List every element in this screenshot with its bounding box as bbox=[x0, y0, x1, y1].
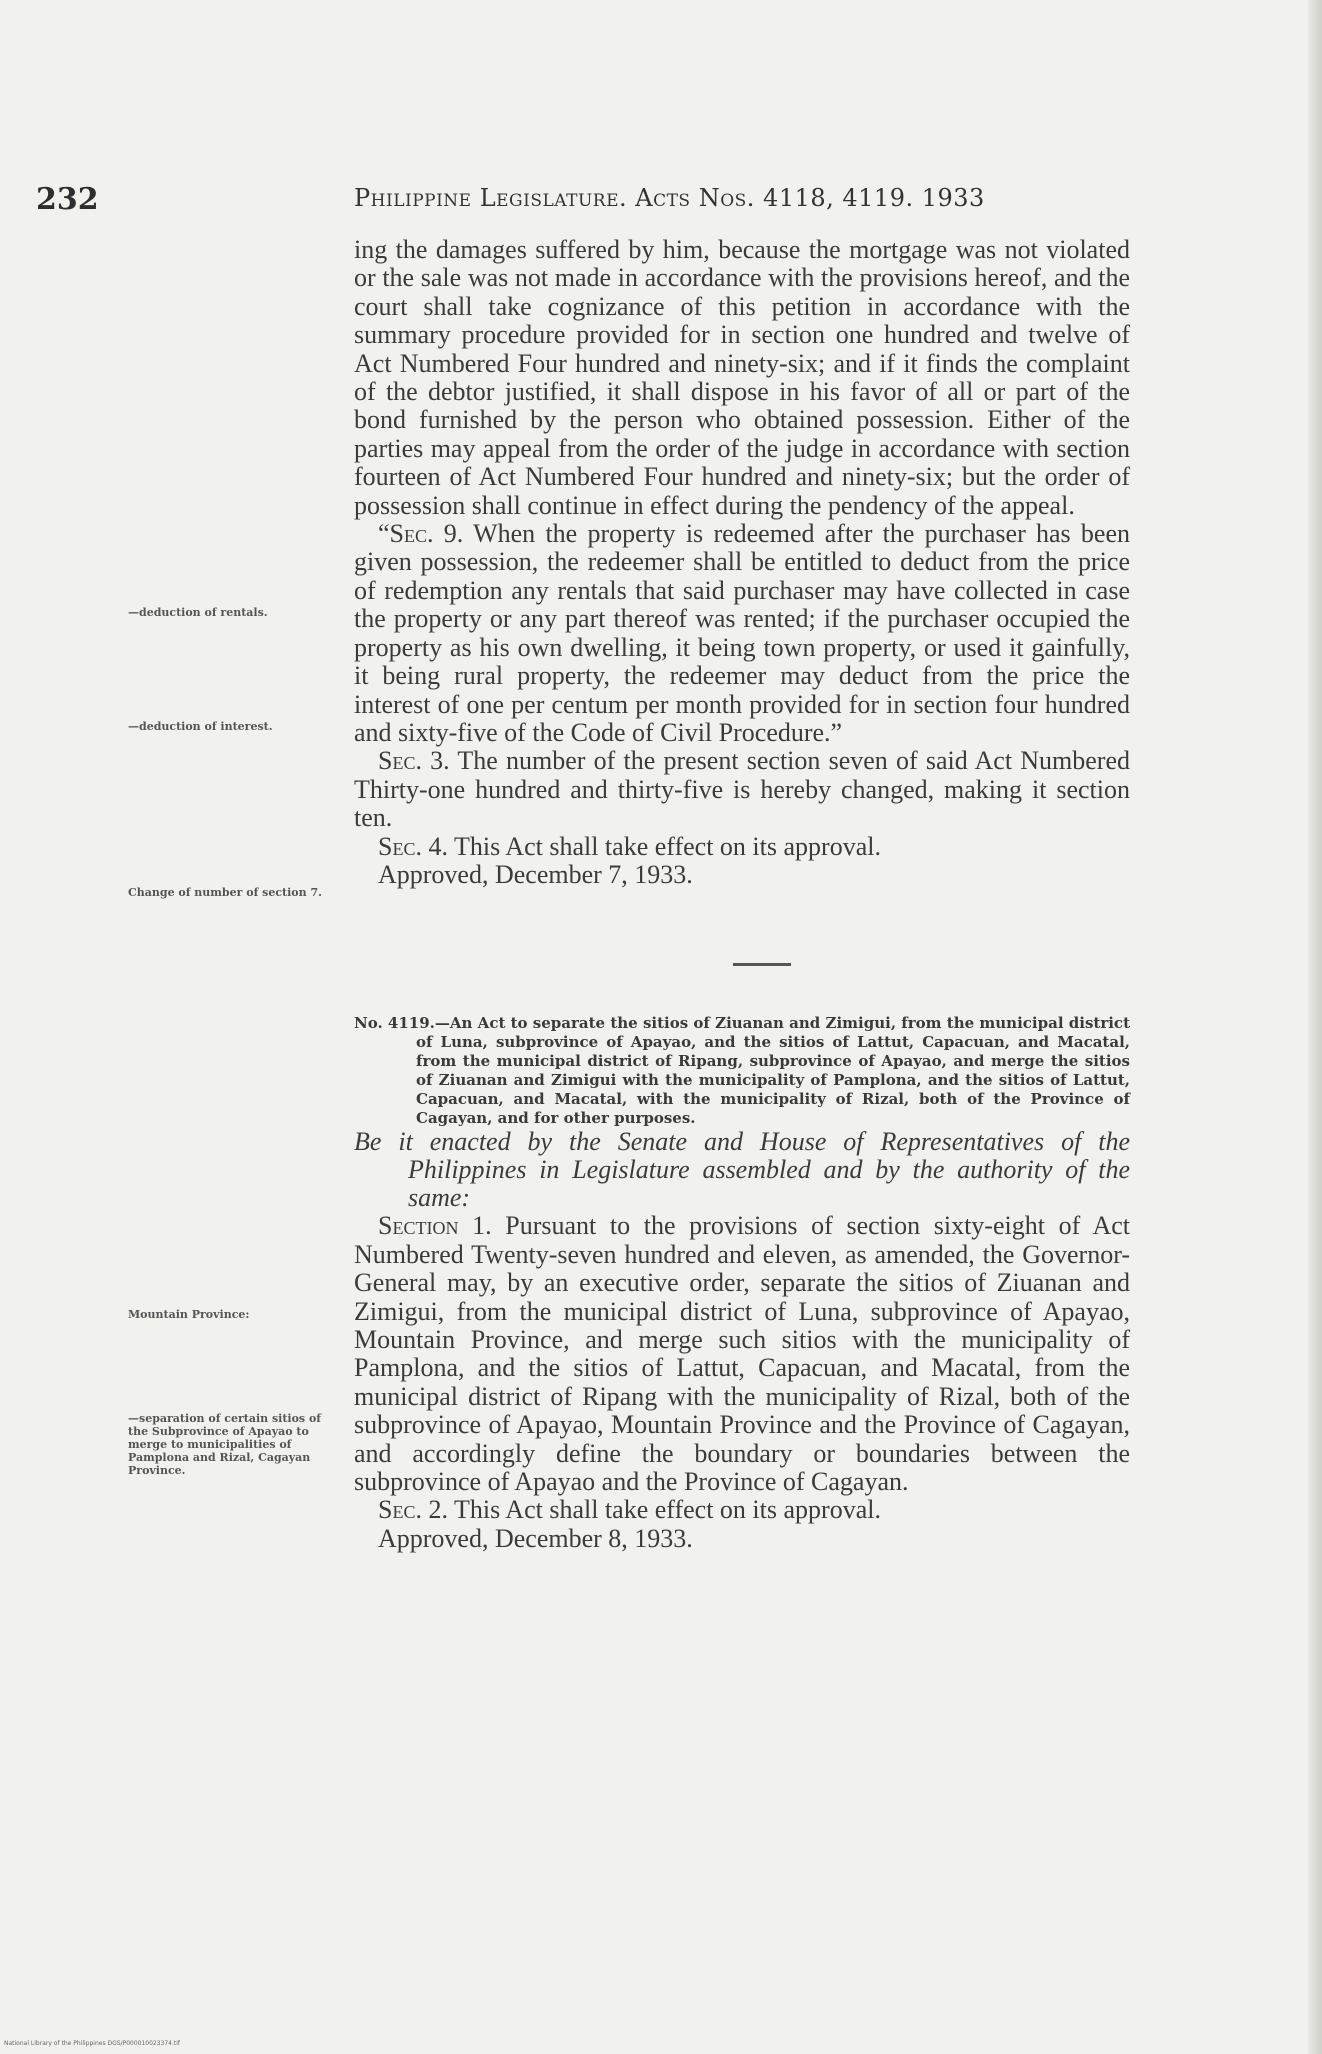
section-9-label: “Sec. 9. bbox=[378, 519, 464, 549]
enacting-clause: Be it enacted by the Senate and House of Representatives of the Philippines in Legislature assembled and by the authority of the same: bbox=[354, 1127, 1130, 1213]
running-header: Philippine Legislature. Acts Nos. 4118, 4119. 1933 bbox=[354, 184, 985, 212]
section-4-label: Sec. 4. bbox=[378, 831, 448, 861]
act-4119-section-1 bbox=[354, 1212, 1130, 1496]
section-2-text: This Act shall take effect on its approval. bbox=[454, 1495, 881, 1525]
margin-note-change-number: Change of number of section 7. bbox=[128, 886, 322, 899]
act-4118-section-3 bbox=[354, 747, 1130, 832]
act-4119-title: No. 4119.—An Act to separate the sitios of Ziuanan and Zimigui, from the municipal district of Luna, subprovince of Apayao, and the sitios of Lattut, Capacuan, and Macatal, from the municipal district of Ripang, subprovince of Apayao, and merge the sitios of Ziuanan and Zimigui with the municipality of Pamplona, and the sitios of Lattut, Capacuan, and Macatal, with the municipality of Rizal, both of the Province of Cagayan, and for other purposes. bbox=[354, 1014, 1130, 1128]
act-4118-approved: Approved, December 7, 1933. bbox=[378, 859, 693, 889]
act-4119-section-2 bbox=[354, 1496, 1130, 1524]
page-edge-shadow bbox=[1308, 0, 1322, 2054]
act-4118-section-9 bbox=[354, 520, 1130, 747]
margin-note-interest: —deduction of interest. bbox=[128, 720, 273, 733]
margin-note-rentals: —deduction of rentals. bbox=[128, 606, 268, 619]
section-3-label: Sec. 3. bbox=[378, 746, 450, 776]
act-4119-approved: Approved, December 8, 1933. bbox=[378, 1523, 693, 1553]
act-4118-continuation: ing the damages suffered by him, because the mortgage was not violated or the sale was not made in accordance with the provisions hereof, and the court shall take cognizance of this petition in accordance with the summary procedure provided for in section one hundred and twelve of Act Numbered Four hundred and ninety-six; and if it finds the complaint of the debtor justified, it shall dispose in his favor of all or part of the bond furnished by the person who obtained possession. Either of the parties may appeal from the order of the judge in accordance with section fourteen of Act Numbered Four hundred and ninety-six; but the order of possession shall continue in effect during the pendency of the appeal. bbox=[354, 235, 1130, 520]
section-4-text: This Act shall take effect on its approval. bbox=[454, 831, 881, 861]
section-divider bbox=[733, 963, 791, 966]
section-1-label: Section 1. bbox=[378, 1211, 492, 1241]
section-3-text: The number of the present section seven of said Act Numbered Thirty-one hundred and thirty-five is hereby changed, making it section ten. bbox=[354, 746, 1130, 833]
act-4118-section-4 bbox=[354, 833, 1130, 861]
section-2-label: Sec. 2. bbox=[378, 1495, 448, 1525]
page-body bbox=[354, 236, 1130, 1553]
margin-note-separation: —separation of certain sitios of the Subprovince of Apayao to merge to municipalities of Pamplona and Rizal, Cagayan Province. bbox=[128, 1412, 322, 1477]
margin-note-mountain-province: Mountain Province: bbox=[128, 1308, 250, 1321]
page-number: 232 bbox=[36, 182, 99, 217]
section-1-text: Pursuant to the provisions of section sixty-eight of Act Numbered Twenty-seven hundred and eleven, as amended, the Governor-General may, by an executive order, separate the sitios of Ziuanan and Zimigui, from the municipal district of Luna, subprovince of Apayao, Mountain Province, and merge such sitios with the municipality of Pamplona, and the sitios of Lattut, Capacuan, and Macatal, from the municipal district of Ripang with the municipality of Rizal, both of the subprovince of Apayao, Mountain Province and the Province of Cagayan, and accordingly define the boundary or boundaries between the subprovince of Apayao and the Province of Cagayan. bbox=[354, 1211, 1131, 1496]
section-9-text: When the property is redeemed after the purchaser has been given possession, the redeemer shall be entitled to deduct from the price of redemption any rentals that said purchaser may have collected in case the property or any part thereof was rented; if the purchaser occupied the property as his own dwelling, it being town property, or used it gainfully, it being rural property, the redeemer may deduct from the price the interest of one per centum per month provided for in section four hundred and sixty-five of the Code of Civil Procedure.” bbox=[354, 519, 1131, 747]
scan-stamp: National Library of the Philippines DGS/P000010023374.tif bbox=[4, 2040, 181, 2047]
